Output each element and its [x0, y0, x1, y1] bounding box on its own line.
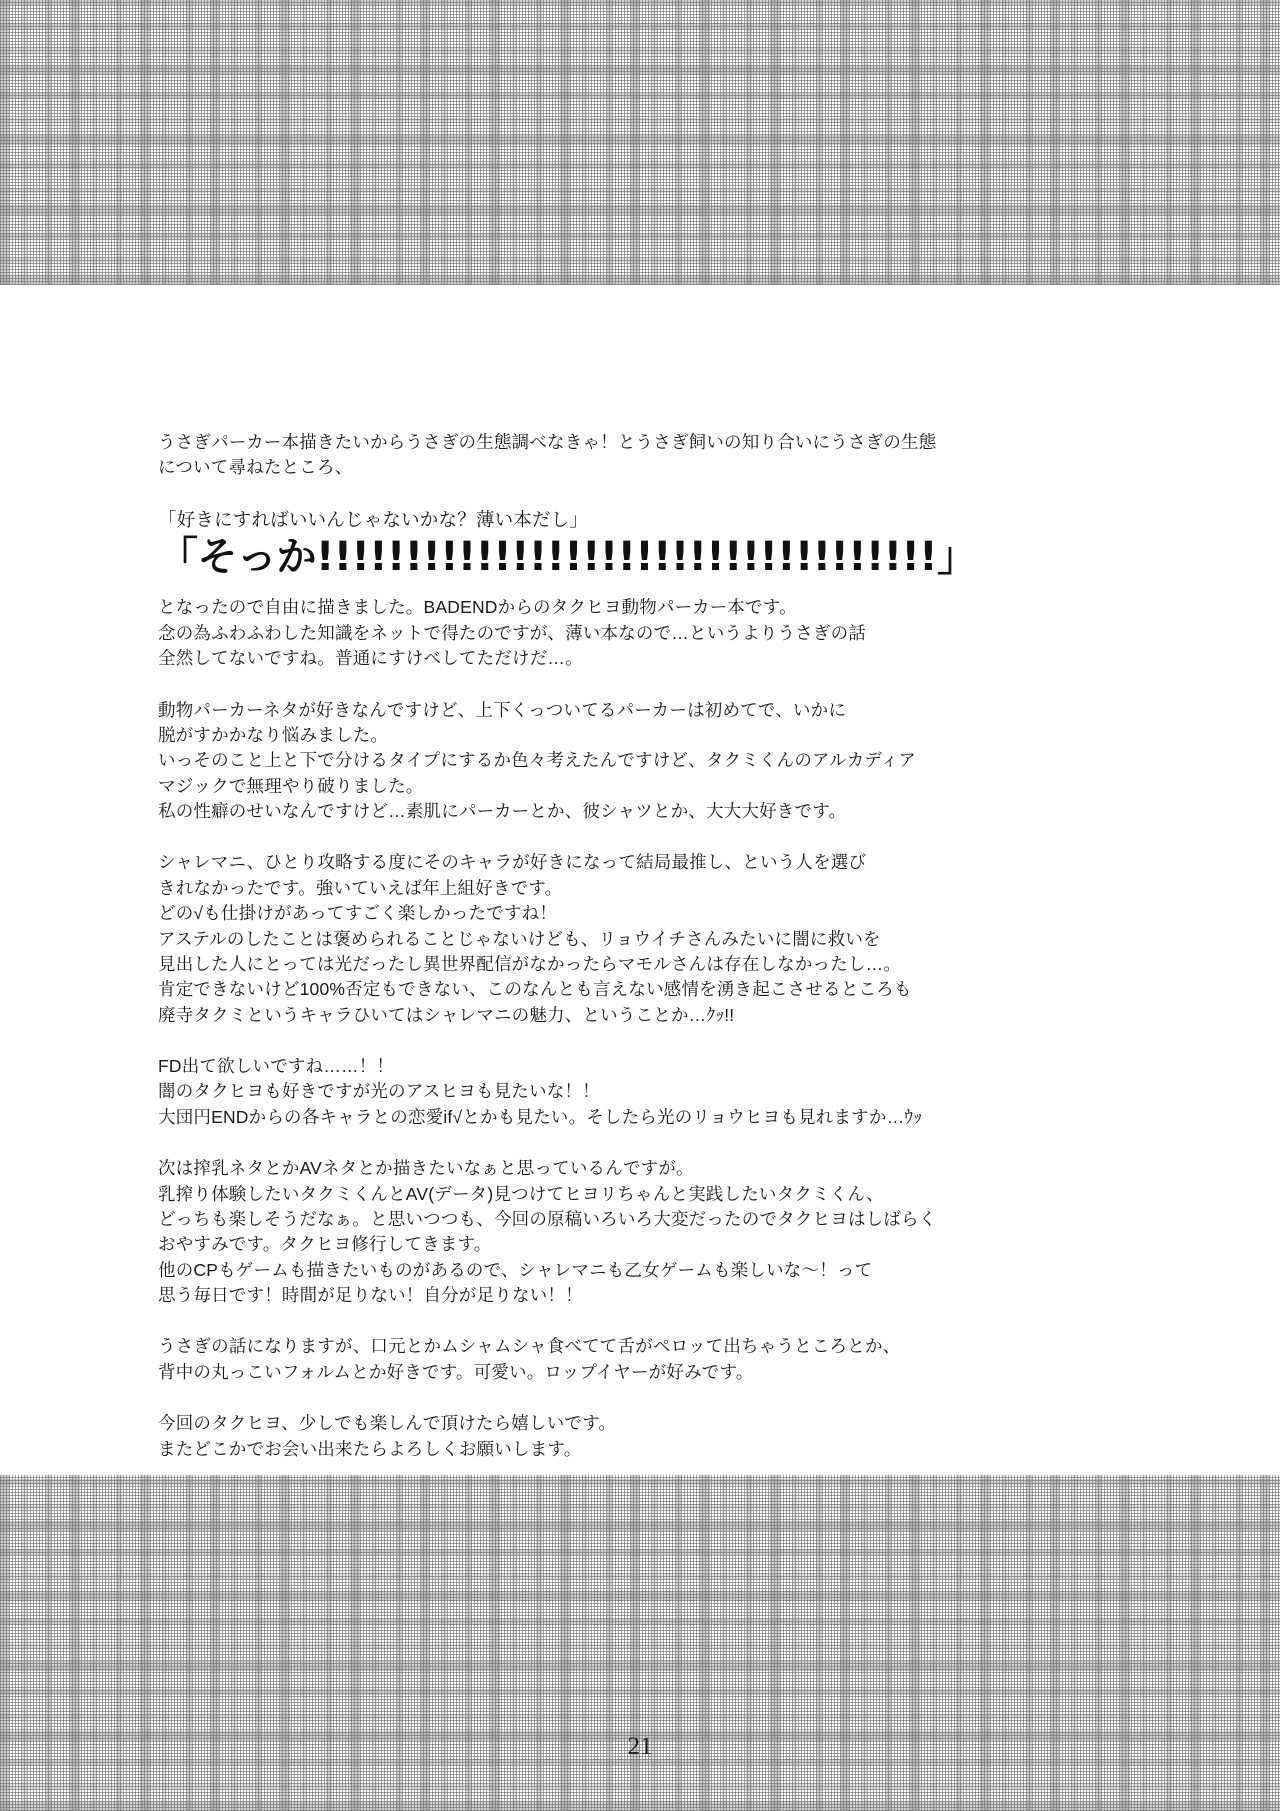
page-number: 21 [627, 1733, 653, 1760]
afterword-paragraph-7: 今回のタクヒヨ、少しでも楽しんで頂けたら嬉しいです。 またどこかでお会い出来たらよろしくお願いします。 [158, 1413, 617, 1459]
afterword-paragraph-1: となったので自由に描きました。BADENDからのタクヒヨ動物パーカー本です。 念の為ふわふわした知識をネットで得たのですが、薄い本なので…というよりうさぎの話 全然してないですね。普通にすけべしてただけだ…。 [158, 597, 866, 669]
afterword-shout-line: 「そっか!!!!!!!!!!!!!!!!!!!!!!!!!!!!!!!!!!!」 [158, 533, 977, 580]
afterword-paragraph-6: うさぎの話になりますが、口元とかムシャムシャ食べてて舌がペロッて出ちゃうところとか、 背中の丸っこいフォルムとか好きです。可愛い。ロップイヤーが好みです。 [158, 1336, 901, 1382]
afterword-intro-paragraph: うさぎパーカー本描きたいからうさぎの生態調べなきゃ！とうさぎ飼いの知り合いにうさぎの生態 について尋ねたところ、 [158, 432, 937, 478]
afterword-paragraph-3: シャレマニ、ひとり攻略する度にそのキャラが好きになって結局最推し、という人を選び きれなかったです。強いていえば年上組好きです。 どの√も仕掛けがあってすごく楽しかったですね！ アステルのしたことは褒められることじゃないけども、リョウイチさんみたいに闇に救いを 見出した人にとっては光だったし異世界配信がなかったらマモルさんは存在しなかったし…。 肯定できないけど100%否定もできない、このなんとも言えない感情を湧き起こさせるところも 廃寺タクミというキャラひいてはシャレマニの魅力、ということか…ｸｯ!! [158, 852, 912, 1025]
afterword-paragraph-2: 動物パーカーネタが好きなんですけど、上下くっついてるパーカーは初めてで、いかに 脱がすかかなり悩みました。 いっそのこと上と下で分けるタイプにするか色々考えたんですけど、タクミくんのアルカディア マジックで無理やり破りました。 私の性癖のせいなんですけど…素肌にパーカーとか、彼シャツとか、大大大好きです。 [158, 699, 917, 822]
afterword-paragraph-4: FD出て欲しいですね……！！ 闇のタクヒヨも好きですが光のアスヒヨも見たいな！！ 大団円ENDからの各キャラとの恋愛if√とかも見たい。そしたら光のリョウヒヨも見れますか…ｳｯ [158, 1056, 923, 1127]
afterword-quote-line: 「好きにすればいいんじゃないかな？薄い本だし」 [158, 508, 589, 530]
afterword-paragraph-5: 次は搾乳ネタとかAVネタとか描きたいなぁと思っているんですが。 乳搾り体験したいタクミくんとAV(データ)見つけてヒヨリちゃんと実践したいタクミくん、 どっちも楽しそうだなぁ。と思いつつも、今回の原稿いろいろ大変だったのでタクヒヨはしばらく おやすみです。タクヒヨ修行してきます。 他のCPもゲームも描きたいものがあるので、シャレマニも乙女ゲームも楽しいな〜！って 思う毎日です！時間が足りない！自分が足りない！！ [158, 1158, 937, 1306]
afterword-text-block [158, 430, 1158, 1462]
plaid-pattern-top-decoration [0, 0, 1280, 285]
